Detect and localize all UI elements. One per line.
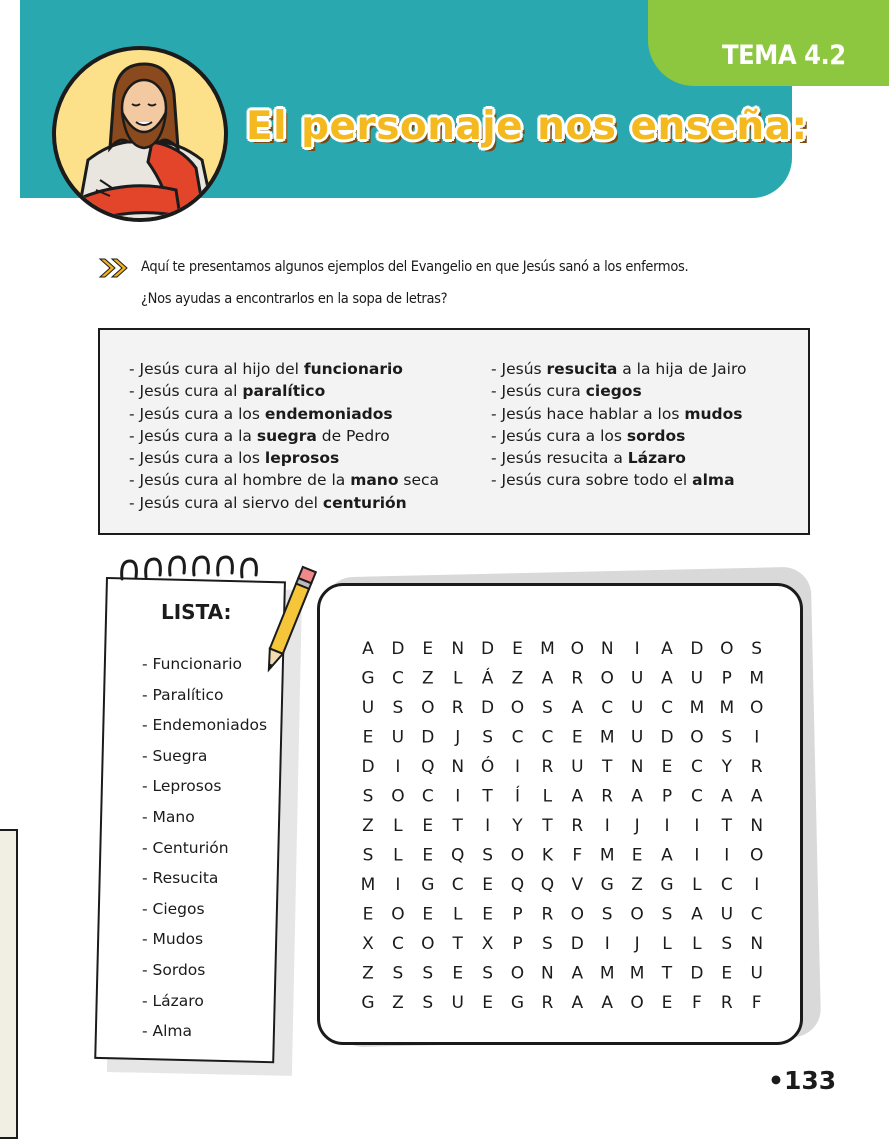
grid-letter[interactable]: N	[600, 639, 614, 659]
grid-letter[interactable]: Í	[514, 786, 521, 807]
grid-letter[interactable]: E	[482, 904, 493, 925]
grid-letter[interactable]: I	[724, 845, 730, 866]
grid-letter[interactable]: I	[694, 816, 700, 836]
grid-letter[interactable]: R	[571, 816, 584, 836]
grid-letter[interactable]: M	[599, 845, 615, 866]
grid-letter[interactable]: S	[542, 698, 553, 718]
grid-letter[interactable]: I	[754, 727, 760, 748]
grid-letter[interactable]: O	[391, 904, 405, 925]
double-chevron-icon	[98, 257, 130, 279]
tema-label: TEMA 4.2	[722, 40, 846, 71]
grid-letter[interactable]: S	[422, 993, 434, 1013]
grid-letter[interactable]: S	[362, 786, 374, 807]
grid-letter[interactable]: C	[690, 786, 703, 807]
grid-letter[interactable]: P	[721, 668, 732, 689]
grid-letter[interactable]: E	[512, 639, 523, 659]
grid-letter[interactable]: L	[393, 816, 403, 836]
grid-letter[interactable]: T	[661, 963, 673, 984]
grid-letter[interactable]: E	[452, 963, 464, 984]
grid-letter[interactable]: U	[391, 727, 405, 748]
grid-letter[interactable]: R	[720, 993, 733, 1013]
list-item: - Centurión	[142, 838, 229, 857]
grid-letter[interactable]: O	[750, 698, 764, 718]
grid-letter[interactable]: P	[661, 786, 673, 807]
word-search-grid	[320, 586, 800, 1042]
grid-letter[interactable]: O	[510, 963, 525, 984]
grid-letter[interactable]: U	[361, 698, 375, 718]
grid-letter[interactable]: M	[629, 963, 645, 984]
grid-letter[interactable]: U	[630, 668, 644, 689]
grid-letter[interactable]: Q	[451, 845, 465, 866]
grid-letter[interactable]: F	[572, 845, 583, 866]
grid-letter[interactable]: U	[630, 727, 644, 748]
list-item: - Mano	[142, 807, 195, 826]
grid-letter[interactable]: E	[362, 904, 374, 925]
example-item: - Jesús resucita a la hija de Jairo	[491, 360, 747, 378]
example-item: - Jesús cura sobre todo el alma	[491, 471, 735, 490]
grid-letter[interactable]: C	[541, 727, 554, 748]
grid-letter[interactable]: C	[421, 786, 434, 807]
grid-letter[interactable]: R	[541, 993, 554, 1013]
grid-letter[interactable]: I	[395, 875, 401, 895]
grid-letter[interactable]: D	[361, 757, 375, 777]
grid-letter[interactable]: K	[541, 845, 553, 866]
grid-letter[interactable]: D	[570, 934, 584, 954]
grid-letter[interactable]: T	[452, 816, 463, 836]
example-item: - Jesús cura a los endemoniados	[129, 404, 393, 423]
grid-letter[interactable]: G	[510, 993, 525, 1013]
grid-letter[interactable]: J	[634, 816, 640, 836]
examples-right-column	[491, 358, 746, 492]
grid-letter[interactable]: O	[421, 698, 435, 718]
grid-letter[interactable]: V	[571, 875, 584, 895]
grid-letter[interactable]: A	[601, 993, 614, 1013]
grid-letter[interactable]: N	[451, 757, 465, 777]
grid-letter[interactable]: G	[660, 875, 674, 895]
grid-letter[interactable]: T	[542, 816, 553, 836]
grid-letter[interactable]: C	[451, 875, 464, 895]
grid-letter[interactable]: J	[455, 727, 461, 748]
grid-letter[interactable]: S	[392, 963, 404, 984]
grid-letter[interactable]: D	[391, 639, 405, 659]
intro-line-1: Aquí te presentamos algunos ejemplos del Evangelio en que Jesús sanó a los enfermos.	[141, 259, 689, 275]
grid-letter[interactable]: S	[482, 845, 493, 866]
example-item: - Jesús cura al siervo del centurión	[129, 493, 407, 512]
grid-letter[interactable]: G	[361, 993, 375, 1013]
grid-letter[interactable]: U	[690, 668, 704, 689]
grid-letter[interactable]: I	[604, 934, 610, 954]
grid-letter[interactable]: Z	[511, 668, 524, 689]
grid-letter[interactable]: C	[720, 875, 733, 895]
grid-letter[interactable]: C	[601, 698, 614, 718]
grid-letter[interactable]: S	[601, 904, 613, 925]
grid-letter[interactable]: I	[395, 757, 401, 777]
grid-letter[interactable]: M	[599, 963, 615, 984]
grid-letter[interactable]: U	[750, 963, 763, 984]
grid-letter[interactable]: I	[604, 816, 610, 836]
grid-letter[interactable]: I	[664, 816, 670, 836]
grid-letter[interactable]: D	[481, 698, 495, 718]
grid-letter[interactable]: P	[512, 904, 523, 925]
list-item: - Mudos	[142, 930, 204, 949]
grid-letter[interactable]: O	[510, 845, 525, 866]
page-title: El personaje nos enseña:	[246, 104, 808, 149]
grid-letter[interactable]: A	[691, 904, 703, 925]
word-search-box	[317, 583, 803, 1045]
jesus-illustration-icon	[56, 50, 228, 222]
example-item: - Jesús cura a la suegra de Pedro	[129, 426, 390, 445]
grid-letter[interactable]: S	[542, 934, 553, 954]
list-item: - Funcionario	[142, 655, 243, 673]
grid-letter[interactable]: E	[571, 727, 583, 748]
grid-letter[interactable]: U	[571, 757, 584, 777]
list-item: - Alma	[142, 1022, 193, 1041]
grid-letter[interactable]: S	[392, 698, 404, 718]
grid-letter[interactable]: O	[391, 786, 405, 807]
grid-letter[interactable]: Ó	[480, 757, 495, 777]
grid-letter[interactable]: Z	[421, 668, 434, 689]
example-item: - Jesús cura a los leprosos	[129, 449, 340, 468]
grid-letter[interactable]: S	[751, 639, 763, 659]
grid-letter[interactable]: C	[391, 934, 404, 954]
list-item: - Endemoniados	[142, 716, 268, 735]
grid-letter[interactable]: A	[362, 639, 374, 659]
grid-letter[interactable]: D	[481, 639, 495, 659]
grid-letter[interactable]: E	[422, 816, 434, 836]
grid-letter[interactable]: E	[362, 727, 374, 748]
grid-letter[interactable]: N	[541, 963, 554, 984]
grid-letter[interactable]: A	[661, 668, 673, 689]
grid-letter[interactable]: E	[422, 845, 434, 866]
grid-letter[interactable]: E	[721, 963, 733, 984]
grid-letter[interactable]: T	[482, 786, 493, 807]
grid-letter[interactable]: Y	[721, 757, 732, 777]
grid-letter[interactable]: S	[362, 845, 374, 866]
grid-letter[interactable]: Y	[512, 816, 523, 836]
list-item: - Sordos	[142, 960, 206, 979]
grid-letter[interactable]: G	[421, 875, 435, 895]
list-item: - Paralítico	[142, 685, 224, 704]
grid-letter[interactable]: R	[571, 668, 584, 689]
grid-letter[interactable]: M	[599, 727, 615, 748]
grid-letter[interactable]: Z	[362, 816, 374, 836]
grid-letter[interactable]: Z	[392, 993, 404, 1013]
grid-letter[interactable]: L	[692, 934, 702, 954]
grid-letter[interactable]: L	[662, 934, 672, 954]
grid-letter[interactable]: G	[600, 875, 614, 895]
grid-letter[interactable]: T	[602, 757, 613, 777]
grid-letter[interactable]: E	[482, 875, 493, 895]
grid-letter[interactable]: A	[571, 786, 584, 807]
grid-letter[interactable]: U	[630, 698, 644, 718]
grid-letter[interactable]: I	[514, 757, 521, 777]
grid-letter[interactable]: C	[690, 757, 703, 777]
grid-letter[interactable]: U	[451, 993, 464, 1013]
grid-letter[interactable]: O	[750, 845, 764, 866]
grid-letter[interactable]: R	[451, 698, 464, 718]
grid-letter[interactable]: O	[570, 639, 584, 659]
grid-letter[interactable]: L	[692, 875, 702, 895]
grid-letter[interactable]: O	[690, 727, 704, 748]
list-item: - Suegra	[142, 746, 208, 765]
grid-letter[interactable]: N	[750, 934, 764, 954]
grid-letter[interactable]: G	[361, 668, 375, 689]
grid-letter[interactable]: X	[481, 934, 494, 954]
grid-letter[interactable]: M	[540, 639, 555, 659]
grid-letter[interactable]: I	[455, 786, 461, 807]
grid-letter[interactable]: E	[422, 639, 434, 659]
grid-letter[interactable]: O	[630, 993, 644, 1013]
grid-letter[interactable]: R	[750, 757, 763, 777]
grid-letter[interactable]: M	[360, 875, 376, 895]
example-item: - Jesús cura al hombre de la mano seca	[129, 471, 440, 490]
grid-letter[interactable]: C	[391, 668, 404, 689]
grid-letter[interactable]: I	[634, 639, 640, 659]
grid-letter[interactable]: A	[720, 786, 733, 807]
grid-letter[interactable]: L	[542, 786, 553, 807]
grid-letter[interactable]: N	[630, 757, 644, 777]
example-item: - Jesús cura a los sordos	[491, 426, 686, 445]
grid-letter[interactable]: A	[631, 786, 643, 807]
jesus-avatar	[52, 46, 228, 222]
grid-letter[interactable]: E	[631, 845, 643, 866]
grid-letter[interactable]: T	[721, 816, 732, 836]
grid-letter[interactable]: E	[661, 993, 673, 1013]
example-item: - Jesús hace hablar a los mudos	[491, 404, 743, 423]
list-item: - Resucita	[142, 869, 219, 888]
grid-letter[interactable]: N	[451, 639, 465, 659]
intro-line-2: ¿Nos ayudas a encontrarlos en la sopa de letras?	[141, 291, 448, 307]
grid-letter[interactable]: O	[570, 904, 584, 925]
grid-letter[interactable]: F	[692, 993, 702, 1013]
grid-letter[interactable]: O	[720, 639, 734, 659]
grid-letter[interactable]: Q	[510, 875, 525, 895]
left-edge-panel	[0, 829, 18, 1139]
grid-letter[interactable]: S	[482, 963, 493, 984]
grid-letter[interactable]: Z	[362, 963, 374, 984]
grid-letter[interactable]: O	[421, 934, 435, 954]
grid-letter[interactable]: D	[421, 727, 435, 748]
examples-left-column	[129, 358, 439, 514]
pencil-icon	[262, 560, 318, 682]
grid-letter[interactable]: A	[541, 668, 554, 689]
list-item: - Ciegos	[142, 899, 205, 918]
grid-letter[interactable]: Z	[631, 875, 643, 895]
grid-letter[interactable]: S	[422, 963, 434, 984]
grid-letter[interactable]: A	[750, 786, 763, 807]
grid-letter[interactable]: L	[452, 904, 463, 925]
grid-letter[interactable]: D	[660, 727, 674, 748]
grid-letter[interactable]: T	[452, 934, 463, 954]
grid-letter[interactable]: R	[601, 786, 614, 807]
grid-letter[interactable]: I	[694, 845, 700, 866]
grid-letter[interactable]: S	[482, 727, 493, 748]
grid-letter[interactable]: X	[362, 934, 374, 954]
example-item: - Jesús cura ciegos	[491, 382, 642, 401]
notepad-rings-icon	[118, 553, 268, 587]
grid-letter[interactable]: E	[482, 993, 493, 1013]
grid-letter[interactable]: C	[750, 904, 763, 925]
list-item: - Leprosos	[142, 777, 222, 796]
grid-letter[interactable]: M	[689, 698, 705, 718]
lista-title: LISTA:	[161, 600, 232, 624]
page-number: •133	[768, 1066, 837, 1095]
grid-letter[interactable]: A	[661, 639, 673, 659]
grid-letter[interactable]: L	[393, 845, 403, 866]
grid-letter[interactable]: S	[721, 727, 733, 748]
example-item: - Jesús cura al hijo del funcionario	[129, 360, 403, 378]
grid-letter[interactable]: E	[661, 757, 673, 777]
example-item: - Jesús cura al paralítico	[129, 382, 326, 401]
example-item: - Jesús resucita a Lázaro	[491, 449, 686, 468]
grid-letter[interactable]: L	[452, 668, 463, 689]
grid-letter[interactable]: J	[634, 934, 640, 954]
grid-letter[interactable]: S	[721, 934, 733, 954]
grid-letter[interactable]: S	[661, 904, 673, 925]
grid-letter[interactable]: I	[485, 816, 491, 836]
grid-letter[interactable]: F	[751, 993, 762, 1013]
examples-box	[98, 328, 810, 535]
grid-letter[interactable]: M	[749, 668, 765, 689]
grid-letter[interactable]: P	[512, 934, 523, 954]
grid-letter[interactable]: D	[690, 963, 704, 984]
grid-letter[interactable]: A	[571, 993, 584, 1013]
grid-letter[interactable]: Á	[481, 668, 494, 689]
grid-letter[interactable]: A	[571, 698, 584, 718]
grid-letter[interactable]: O	[600, 668, 614, 689]
grid-letter[interactable]: R	[541, 757, 554, 777]
grid-letter[interactable]: U	[720, 904, 734, 925]
grid-letter[interactable]: C	[511, 727, 524, 748]
grid-letter[interactable]: M	[719, 698, 735, 718]
grid-letter[interactable]: O	[630, 904, 644, 925]
grid-letter[interactable]: I	[754, 875, 760, 895]
grid-letter[interactable]: O	[510, 698, 525, 718]
grid-letter[interactable]: D	[690, 639, 704, 659]
list-item: - Lázaro	[142, 991, 204, 1010]
lista-items	[142, 649, 267, 1047]
grid-letter[interactable]: Q	[540, 875, 555, 895]
grid-letter[interactable]: A	[571, 963, 584, 984]
grid-letter[interactable]: A	[661, 845, 673, 866]
grid-letter[interactable]: E	[422, 904, 434, 925]
grid-letter[interactable]: Q	[421, 757, 435, 777]
grid-letter[interactable]: R	[541, 904, 554, 925]
grid-letter[interactable]: N	[750, 816, 764, 836]
grid-letter[interactable]: C	[661, 698, 673, 718]
